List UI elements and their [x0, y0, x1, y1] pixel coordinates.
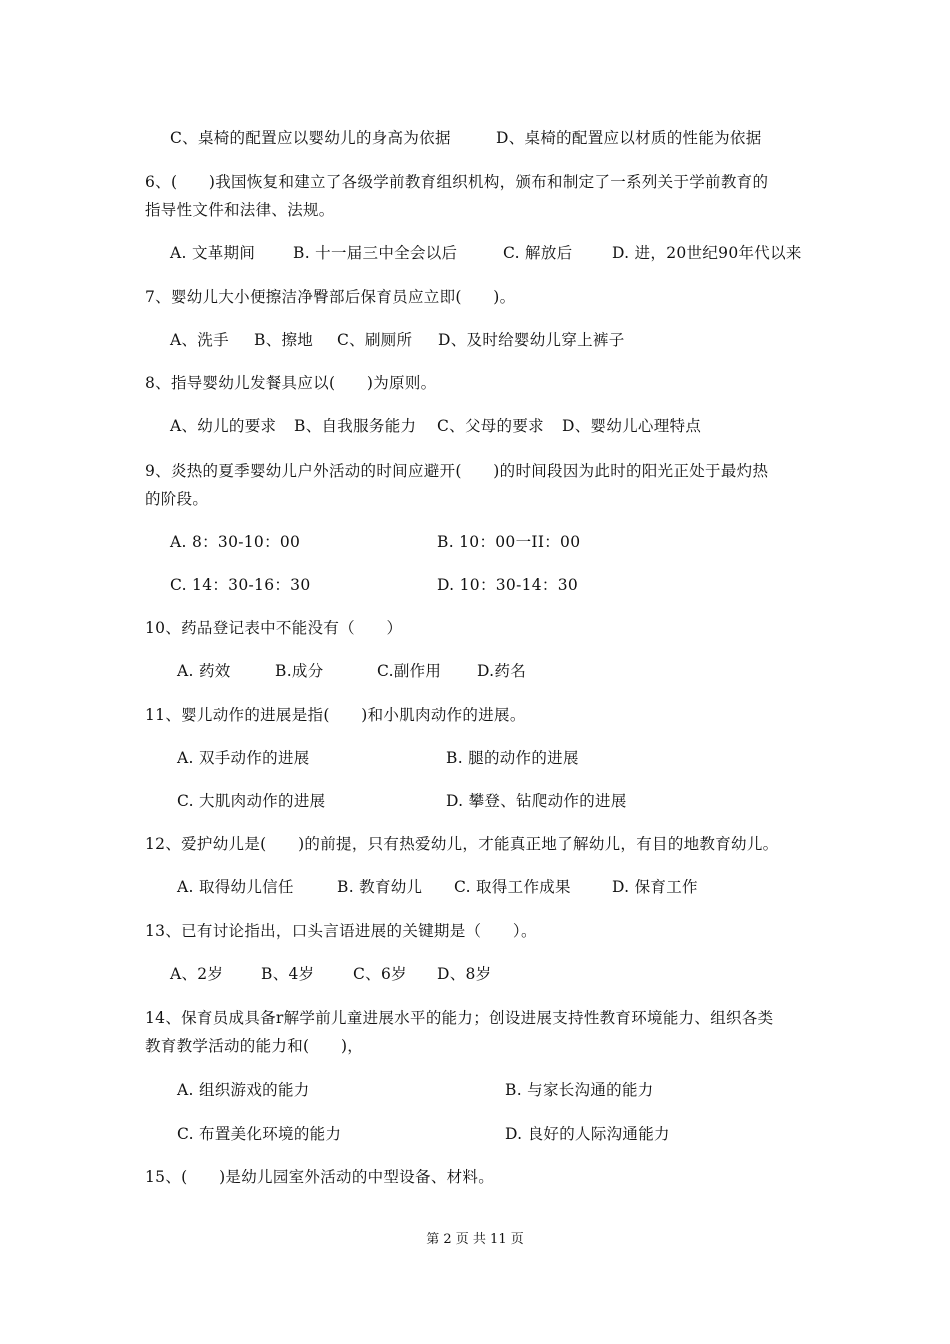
option-b: B、4岁 — [261, 965, 315, 983]
option-c: C. 解放后 — [503, 244, 573, 262]
option-a: A. 文革期间 — [170, 244, 256, 262]
option-a: A. 药效 — [177, 662, 231, 680]
question-9-text-cont: 的阶段。 — [145, 490, 209, 508]
option-d: D、婴幼儿心理特点 — [562, 417, 702, 435]
question-7-text: 7、婴幼儿大小便擦洁净臀部后保育员应立即( )。 — [145, 288, 516, 306]
option-c: C.副作用 — [377, 662, 442, 680]
question-8-text: 8、指导婴幼儿发餐具应以( )为原则。 — [145, 374, 437, 392]
option-b: B.成分 — [275, 662, 324, 680]
option-c: C. 取得工作成果 — [454, 878, 571, 896]
option-d: D. 良好的人际沟通能力 — [505, 1125, 670, 1143]
question-6-text-cont: 指导性文件和法律、法规。 — [145, 201, 335, 219]
question-9-text: 9、炎热的夏季婴幼儿户外活动的时间应避开( )的时间段因为此时的阳光正处于最灼热 — [145, 462, 769, 480]
option-d: D. 攀登、钻爬动作的进展 — [446, 792, 627, 810]
option-a: A. 双手动作的进展 — [177, 749, 310, 767]
option-d: D. 保育工作 — [612, 878, 698, 896]
option-b: B. 教育幼儿 — [337, 878, 423, 896]
option-a: A、2岁 — [170, 965, 224, 983]
option-d: D、8岁 — [437, 965, 492, 983]
option-c: C. 布置美化环境的能力 — [177, 1125, 342, 1143]
option-a: A、幼儿的要求 — [170, 417, 277, 435]
question-14-text-cont: 教育教学活动的能力和( )， — [145, 1037, 364, 1055]
question-12-text: 12、爱护幼儿是( )的前提，只有热爱幼儿，才能真正地了解幼儿，有目的地教育幼儿。 — [145, 835, 779, 853]
option-d: D.药名 — [477, 662, 527, 680]
option-b: B、擦地 — [254, 331, 314, 349]
question-13-text: 13、已有讨论指出，口头言语进展的关键期是（ ）。 — [145, 922, 537, 940]
option-d: D. 10：30-14：30 — [437, 576, 579, 594]
option-a: A. 8：30-10：00 — [170, 533, 301, 551]
option-d: D. 进，20世纪90年代以来 — [612, 244, 802, 262]
option-c: C. 大肌肉动作的进展 — [177, 792, 326, 810]
question-11-text: 11、婴儿动作的进展是指( )和小肌肉动作的进展。 — [145, 706, 526, 724]
option-c: C、父母的要求 — [437, 417, 544, 435]
option-c: C. 14：30-16：30 — [170, 576, 311, 594]
option-a: A、洗手 — [170, 331, 229, 349]
option-c: C、6岁 — [353, 965, 407, 983]
option-d: D、桌椅的配置应以材质的性能为依据 — [496, 129, 762, 147]
option-b: B. 10：00一II：00 — [437, 533, 581, 551]
question-14-text: 14、保育员成具备r解学前儿童进展水平的能力；创设进展支持性教育环境能力、组织各类 — [145, 1009, 774, 1027]
option-b: B、自我服务能力 — [294, 417, 417, 435]
option-c: C、刷厕所 — [337, 331, 413, 349]
option-c: C、桌椅的配置应以婴幼儿的身高为依据 — [170, 129, 451, 147]
option-a: A. 取得幼儿信任 — [177, 878, 294, 896]
question-15-text: 15、( )是幼儿园室外活动的中型设备、材料。 — [145, 1168, 495, 1186]
option-b: B. 与家长沟通的能力 — [505, 1081, 654, 1099]
page-number-footer: 第 2 页 共 11 页 — [426, 1232, 524, 1247]
option-d: D、及时给婴幼儿穿上裤子 — [438, 331, 625, 349]
question-6-text: 6、( )我国恢复和建立了各级学前教育组织机构，颁布和制定了一系列关于学前教育的 — [145, 173, 769, 191]
question-10-text: 10、药品登记表中不能没有（ ） — [145, 619, 403, 637]
option-b: B. 十一届三中全会以后 — [293, 244, 458, 262]
option-b: B. 腿的动作的进展 — [446, 749, 579, 767]
option-a: A. 组织游戏的能力 — [177, 1081, 310, 1099]
